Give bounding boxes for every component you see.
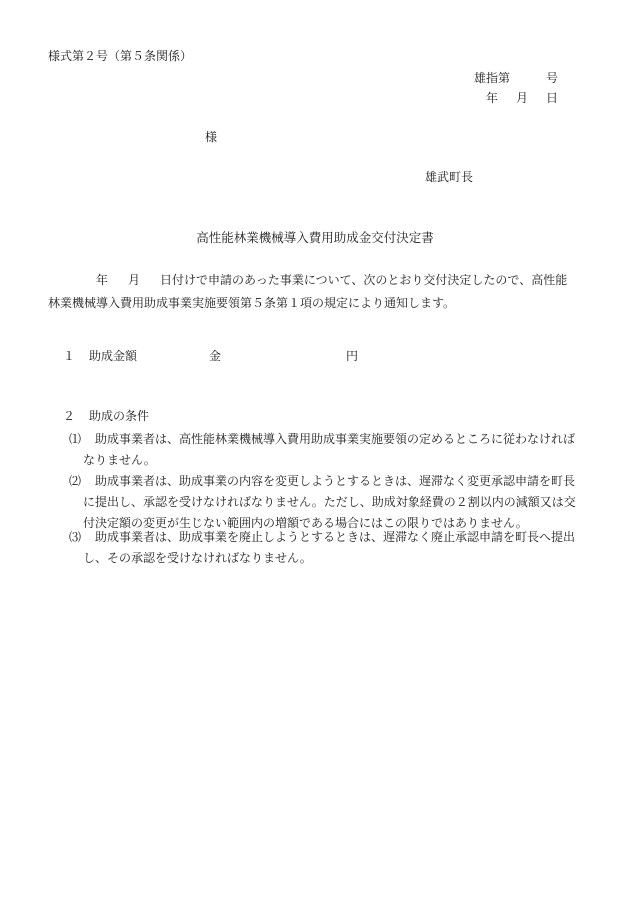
body-line-1: 日付けで申請のあった事業について、次のとおり交付決定したので、高性能 [160, 273, 568, 287]
condition-mark: ⑶ [69, 530, 82, 544]
document-number [474, 72, 558, 84]
condition-line: 助成事業者は、高性能林業機械導入費用助成事業実施要領の定めるところに従わなければ [95, 432, 576, 446]
form-number: 様式第２号（第５条関係） [48, 49, 193, 63]
conditions-heading [63, 410, 149, 422]
condition-line: 助成事業者は、助成事業を廃止しようとするときは、遅滞なく廃止承認申請を町長へ提出 [95, 530, 576, 544]
issue-date [486, 92, 558, 104]
condition-line: 助成事業者は、助成事業の内容を変更しようとするときは、遅滞なく変更承認申請を町長 [95, 474, 576, 488]
conditions-number: ２ [63, 409, 76, 423]
body-year: 年 [96, 273, 109, 287]
issuer-name: 雄武町長 [425, 170, 474, 184]
date-year: 年 [486, 91, 499, 105]
condition-line: に提出し、承認を受けなければなりません。ただし、助成対象経費の２割以内の減額又は交 [83, 495, 576, 509]
condition-line: 付決定額の変更が生じない範囲内の増額である場合にはこの限りではありません。 [83, 516, 528, 530]
amount-yen: 円 [346, 349, 359, 363]
document-number-prefix: 雄指第 [474, 71, 511, 85]
condition-item [69, 471, 589, 534]
amount-kin: 金 [209, 349, 222, 363]
body-month: 月 [128, 273, 141, 287]
condition-mark: ⑵ [69, 474, 82, 488]
date-day: 日 [546, 91, 559, 105]
amount-number: １ [63, 349, 76, 363]
condition-item [69, 429, 589, 471]
document-number-suffix: 号 [546, 71, 559, 85]
addressee-honorific: 様 [205, 130, 218, 144]
date-month: 月 [516, 91, 529, 105]
grant-amount-section [63, 349, 359, 363]
amount-label: 助成金額 [89, 349, 138, 363]
condition-mark: ⑴ [69, 432, 82, 446]
condition-line: し、その承認を受けなければなりません。 [83, 551, 312, 565]
document-title: 高性能林業機械導入費用助成金交付決定書 [196, 230, 434, 245]
condition-item [69, 527, 589, 569]
condition-line: なりません。 [83, 453, 156, 467]
body-line-2: 林業機械導入費用助成事業実施要領第５条第１項の規定により通知します。 [48, 296, 456, 310]
conditions-label: 助成の条件 [89, 409, 150, 423]
notice-body [48, 269, 588, 315]
